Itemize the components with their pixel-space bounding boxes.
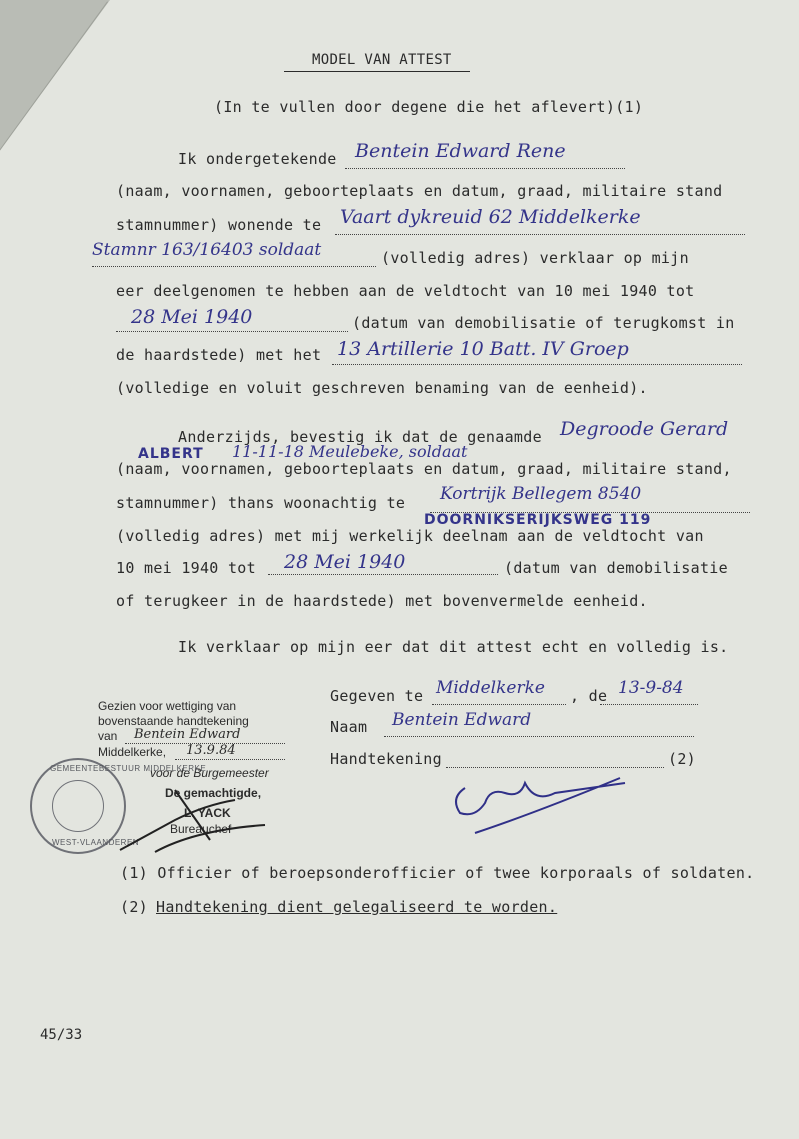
address-handwriting: Vaart dykreuid 62 Middelkerke — [340, 206, 641, 228]
stamp-line8: Bureauchef — [170, 822, 232, 836]
unit-handwriting: 13 Artillerie 10 Batt. IV Groep — [337, 338, 629, 360]
seal-text-bottom: WEST-VLAANDEREN — [52, 838, 140, 847]
stamp-line4: Middelkerke, — [98, 745, 167, 759]
comrade-date-handwriting: 28 Mei 1940 — [284, 551, 406, 573]
stamp-line6: De gemachtigde, — [165, 786, 262, 800]
name-line — [384, 736, 694, 737]
stamp-date-line — [175, 759, 285, 760]
document-title: MODEL VAN ATTEST — [312, 52, 452, 68]
sign-date-line — [600, 704, 698, 705]
address-line — [335, 234, 745, 235]
comrade-birth-handwriting: 11-11-18 Meulebeke, soldaat — [232, 442, 468, 461]
name-label: Naam — [330, 718, 368, 736]
stamp-line1: Gezien voor wettiging van — [98, 699, 237, 713]
seal-emblem — [52, 780, 104, 832]
place-handwriting: Middelkerke — [436, 678, 545, 698]
p1-line4-text: (volledig adres) verklaar op mijn — [381, 249, 689, 267]
signature-line — [446, 767, 664, 768]
stamp-line2: bovenstaande handtekening — [98, 714, 249, 728]
comrade-firstname-caps: ALBERT — [138, 446, 204, 462]
p1-line5-text: eer deelgenomen te hebben aan de veldtocht van 10 mei 1940 tot — [116, 282, 695, 300]
stamp-signer-handwriting: Bentein Edward — [134, 727, 241, 742]
name-handwriting: Bentein Edward — [392, 710, 532, 730]
footnote-1: (1) Officier of beroepsonderofficier of twee korporaals of soldaten. — [120, 864, 755, 882]
demob-date-line — [116, 331, 348, 332]
p2-line5-end: (datum van demobilisatie — [504, 559, 728, 577]
p1-line7-text: de haardstede) met het — [116, 346, 322, 364]
p1-line2-text: (naam, voornamen, geboorteplaats en datum, graad, militaire stand — [116, 182, 723, 200]
p2-line6-text: of terugkeer in de haardstede) met bovenvermelde eenheid. — [116, 592, 648, 610]
footnote-2-text: Handtekening dient gelegaliseerd te worden. — [156, 898, 558, 916]
p1-line6-text: (datum van demobilisatie of terugkomst in — [352, 314, 735, 332]
p2-line4-text: (volledig adres) met mij werkelijk deelnam aan de veldtocht van — [116, 527, 704, 545]
stamp-line7: L. YACK — [184, 806, 231, 820]
stamp-line5: voor de Burgemeester — [150, 766, 269, 780]
stamp-date-handwriting: 13.9.84 — [186, 743, 236, 758]
p1-line3-text: stamnummer) wonende te — [116, 216, 322, 234]
signer-name-handwriting: Bentein Edward Rene — [355, 140, 566, 162]
p1-line1-text: Ik ondergetekende — [178, 150, 337, 168]
p2-line5-start: 10 mei 1940 tot — [116, 559, 256, 577]
p2-line3-text: stamnummer) thans woonachtig te — [116, 494, 406, 512]
signature-handwriting — [445, 768, 645, 838]
p1-line8-text: (volledige en voluit geschreven benaming van de eenheid). — [116, 379, 648, 397]
title-underline — [284, 71, 470, 72]
demob-date-handwriting: 28 Mei 1940 — [131, 306, 253, 328]
p2-line2-text: (naam, voornamen, geboorteplaats en datum, graad, militaire stand, — [116, 460, 732, 478]
seal-text-top: GEMEENTEBESTUUR MIDDELKERKE — [50, 764, 207, 773]
subtitle: (In te vullen door degene die het aflevert)(1) — [214, 98, 644, 116]
given-at-label: Gegeven te — [330, 687, 424, 705]
comrade-address-handwriting: Kortrijk Bellegem 8540 — [440, 484, 642, 504]
stamnummer-line — [92, 266, 376, 267]
stamp-line3: van — [98, 729, 118, 743]
signer-name-line — [345, 168, 625, 169]
unit-line — [332, 364, 742, 365]
sign-date-handwriting: 13-9-84 — [618, 678, 684, 698]
place-line — [432, 704, 566, 705]
footnote-2-number: (2) — [120, 898, 148, 916]
comrade-name-handwriting: Degroode Gerard — [560, 418, 729, 440]
declaration-text: Ik verklaar op mijn eer dat dit attest echt en volledig is. — [178, 638, 729, 656]
comrade-date-line — [268, 574, 498, 575]
comrade-address-caps: DOORNIKSERIJKSWEG 119 — [424, 512, 652, 528]
signature-footnote-ref: (2) — [668, 750, 696, 768]
date-label: , de — [570, 687, 608, 705]
p2-line1-text: Anderzijds, bevestig ik dat de genaamde — [178, 428, 542, 446]
stamp-signature-scribble — [115, 780, 295, 860]
signature-label: Handtekening — [330, 750, 442, 768]
archive-reference: 45/33 — [40, 1027, 83, 1043]
stamnummer-handwriting: Stamnr 163/16403 soldaat — [92, 240, 322, 260]
